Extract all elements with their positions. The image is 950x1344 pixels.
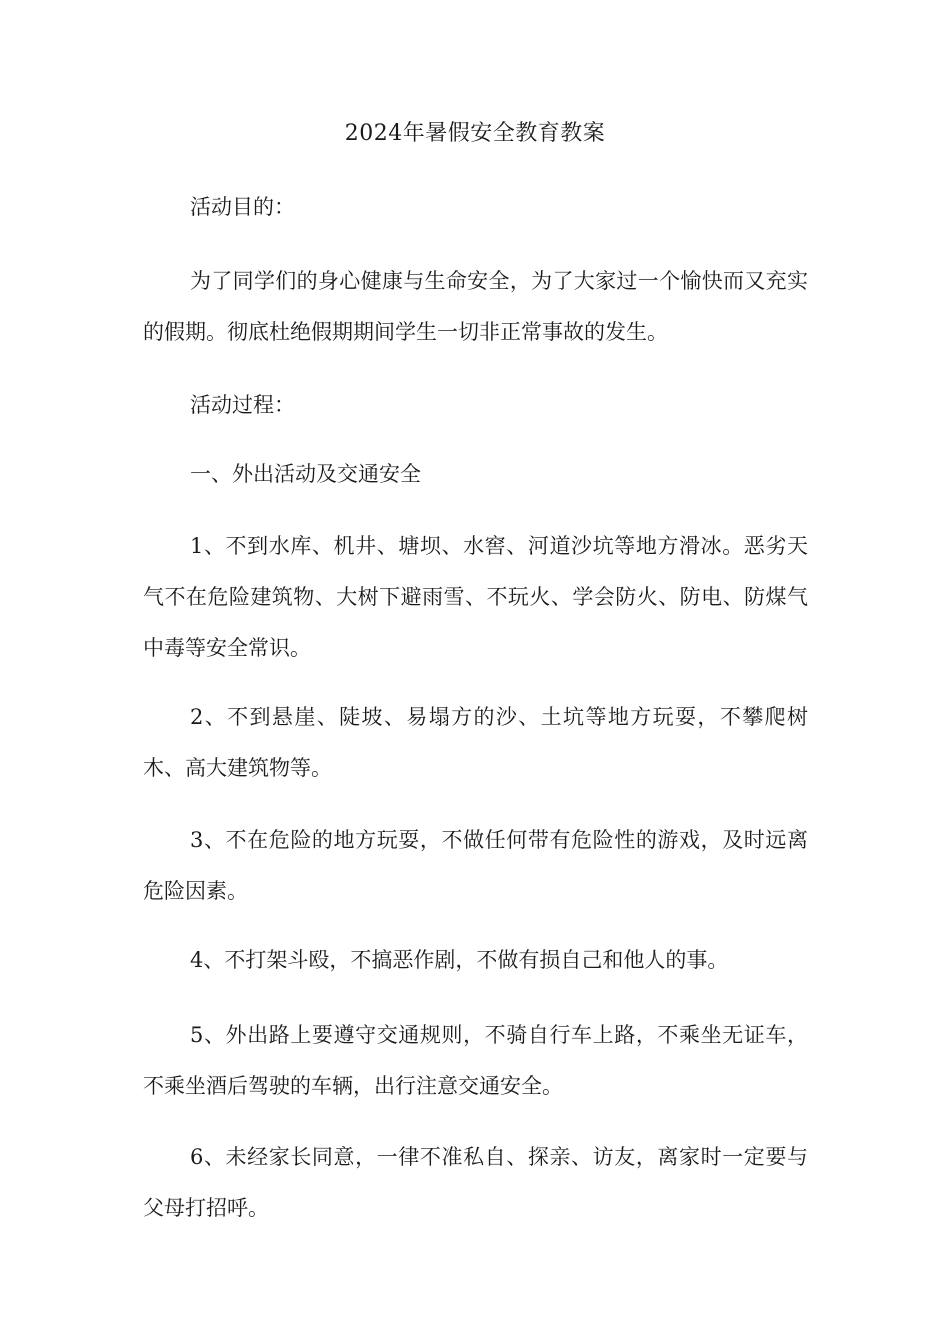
paragraph-purpose-body: 为了同学们的身心健康与生命安全，为了大家过一个愉快而又充实的假期。彻底杜绝假期期间学生一切非正常事故的发生。 — [143, 269, 808, 344]
paragraph-item-2: 2、不到悬崖、陡坡、易塌方的沙、土坑等地方玩耍，不攀爬树木、高大建筑物等。 — [143, 705, 808, 780]
paragraph-item-3: 3、不在危险的地方玩耍，不做任何带有危险性的游戏，及时远离危险因素。 — [143, 828, 808, 903]
paragraph-purpose-heading: 活动目的： — [190, 195, 295, 219]
paragraph-process-heading: 活动过程： — [190, 393, 295, 417]
paragraph-item-6: 6、未经家长同意，一律不准私自、探亲、访友，离家时一定要与父母打招呼。 — [143, 1145, 808, 1220]
paragraph-item-5: 5、外出路上要遵守交通规则，不骑自行车上路，不乘坐无证车，不乘坐酒后驾驶的车辆，出行注意交通安全。 — [143, 1023, 808, 1098]
paragraph-item-1: 1、不到水库、机井、塘坝、水窖、河道沙坑等地方滑冰。恶劣天气不在危险建筑物、大树下避雨雪、不玩火、学会防火、防电、防煤气中毒等安全常识。 — [143, 534, 808, 660]
paragraph-section-one-heading: 一、外出活动及交通安全 — [190, 462, 421, 486]
paragraph-item-4: 4、不打架斗殴，不搞恶作剧，不做有损自己和他人的事。 — [190, 948, 729, 972]
document-title: 2024年暑假安全教育教案 — [344, 121, 606, 146]
